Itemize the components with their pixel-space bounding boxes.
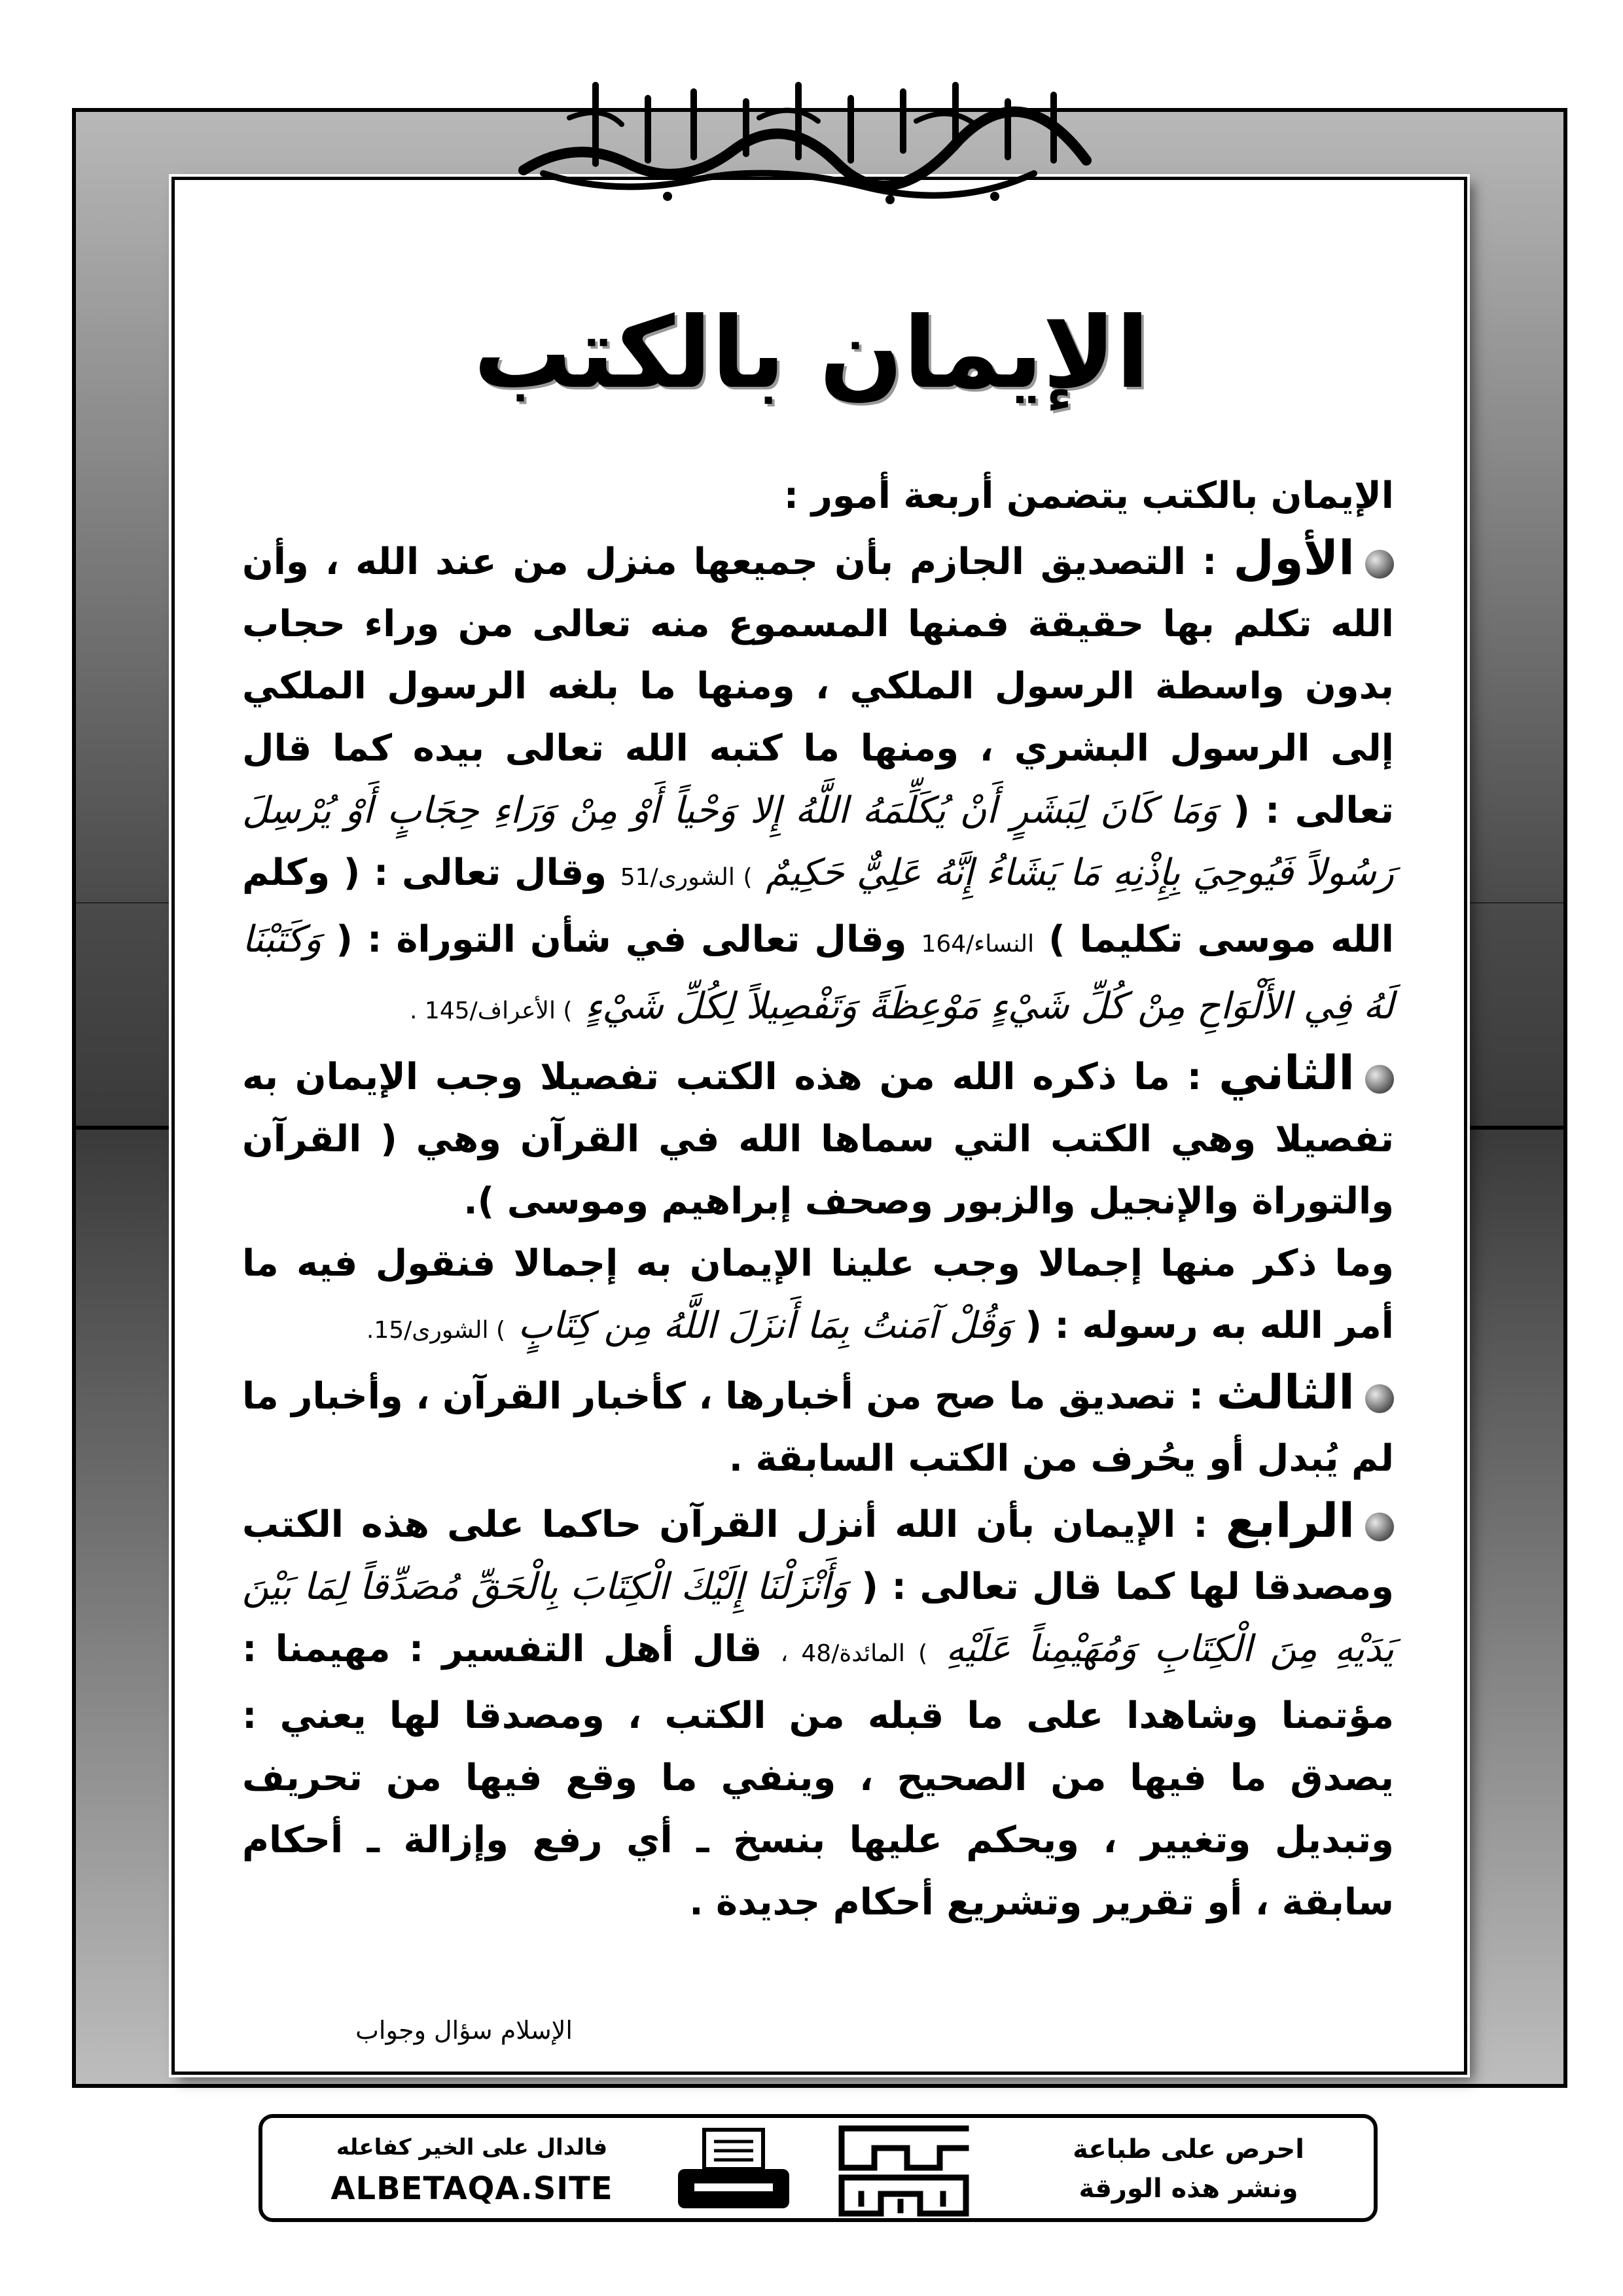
point-second bbox=[242, 1042, 1394, 1232]
bullet-icon bbox=[1365, 1384, 1394, 1413]
quran-verse: وَكَتَبْنَا لَهُ فِي الأَلْوَاحِ مِنْ كُلِّ شَيْءٍ مَوْعِظَةً وَتَفْصِيلاً لِكُلِّ شَيْءٍ bbox=[242, 918, 1394, 1028]
basmala-calligraphy bbox=[497, 39, 1126, 216]
article-body bbox=[242, 465, 1394, 2055]
verse-reference: ) الأعراف/145 . bbox=[410, 997, 573, 1024]
bullet-icon bbox=[1365, 1513, 1394, 1541]
source-credit: الإسلام سؤال وجواب bbox=[355, 2016, 573, 2045]
footer-print-line1: احرص على طباعة bbox=[1073, 2134, 1304, 2164]
point-text: : التصديق الجازم بأن جميعها منزل من عند الله ، وأن الله تكلم بها حقيقة فمنها المسموع منه تعالى من وراء حجاب بدون واسطة الرسول الملكي ، ومنها ما بلغه الرسول الملكي إلى الرسول البشري ، ومنها ما كتبه الله تعالى بيده كما قال تعالى : ( bbox=[242, 541, 1395, 832]
point-first bbox=[242, 527, 1394, 1042]
printer-icon bbox=[668, 2123, 799, 2218]
point-fourth bbox=[242, 1490, 1394, 1933]
quran-verse: وَأَنْزَلْنَا إِلَيْكَ الْكِتَابَ بِالْحَقِّ مُصَدِّقاً لِمَا بَيْنَ يَدَيْهِ مِنَ الْكِتَابِ وَمُهَيْمِناً عَلَيْهِ bbox=[242, 1566, 1394, 1670]
point-heading: الثاني bbox=[1218, 1045, 1355, 1100]
bullet-icon bbox=[1365, 550, 1394, 579]
footer-print-line2: ونشر هذه الورقة bbox=[1079, 2174, 1298, 2204]
footer-bar bbox=[259, 2114, 1378, 2222]
verse-reference: النساء/164 bbox=[921, 931, 1035, 958]
verse-reference: ) الشورى/15. bbox=[366, 1317, 506, 1344]
point-text: وقال تعالى في شأن التوراة : ( bbox=[321, 918, 921, 961]
intro-line: الإيمان بالكتب يتضمن أربعة أمور : bbox=[783, 475, 1394, 517]
footer-motto: فالدال على الخير كفاعله bbox=[336, 2134, 608, 2161]
point-text: : ما ذكره الله من هذه الكتب تفصيلا وجب الإيمان به تفصيلا وهي الكتب التي سماها الله في القرآن وهي ( القرآن والتوراة والإنجيل والزبور وصحف إبراهيم وموسى ). bbox=[242, 1056, 1394, 1223]
bullet-icon bbox=[1365, 1065, 1394, 1094]
point-text: وما ذكر منها إجمالا وجب علينا الإيمان به إجمالا فنقول فيه ما أمر الله به رسوله : ( bbox=[242, 1242, 1394, 1347]
point-text: : تصديق ما صح من أخبارها ، كأخبار القرآن ، وأخبار ما لم يُبدل أو يحُرف من الكتب السابقة . bbox=[242, 1375, 1394, 1480]
verse-reference: ) المائدة/48 ، bbox=[780, 1640, 928, 1667]
point-heading: الرابع bbox=[1225, 1493, 1355, 1548]
point-third bbox=[242, 1361, 1394, 1490]
point-text: وقال تعالى : ( وكلم الله موسى تكليما ) bbox=[242, 852, 1394, 961]
page-title: الإيمان بالكتب bbox=[473, 296, 1150, 410]
quran-verse: وَقُلْ آمَنتُ بِمَا أَنزَلَ اللَّهُ مِن كِتَابٍ bbox=[518, 1304, 1012, 1347]
point-heading: الأول bbox=[1233, 530, 1355, 585]
point-second-continued bbox=[242, 1232, 1394, 1361]
quran-verse: وَمَا كَانَ لِبَشَرٍ أَنْ يُكَلِّمَهُ اللَّهُ إِلا وَحْياً أَوْ مِنْ وَرَاءِ حِجَابٍ أَوْ يُرْسِلَ رَسُولاً فَيُوحِيَ بِإِذْنِهِ مَا يَشَاءُ إِنَّهُ عَلِيٌّ حَكِيمٌ bbox=[242, 789, 1395, 894]
footer-site-link[interactable]: ALBETAQA.SITE bbox=[330, 2170, 613, 2207]
verse-reference: ) الشورى/51 bbox=[620, 864, 753, 891]
point-heading: الثالث bbox=[1216, 1365, 1355, 1420]
point-text: قال أهل التفسير : مهيمنا : مؤتمنا وشاهدا على ما قبله من الكتب ، ومصدقا لها يعني : يصدق ما فيها من الصحيح ، وينفي ما وقع فيها من تحريف وتبديل وتغيير ، ويحكم عليها بنسخ ـ أي رفع وإزالة ـ أحكام سابقة ، أو تقرير وتشريع أحكام جديدة . bbox=[242, 1628, 1394, 1924]
point-text: : الإيمان بأن الله أنزل القرآن حاكما على هذه الكتب ومصدقا لها كما قال تعالى : ( bbox=[242, 1503, 1394, 1608]
dawat-alwaraqa-logo bbox=[835, 2122, 972, 2220]
